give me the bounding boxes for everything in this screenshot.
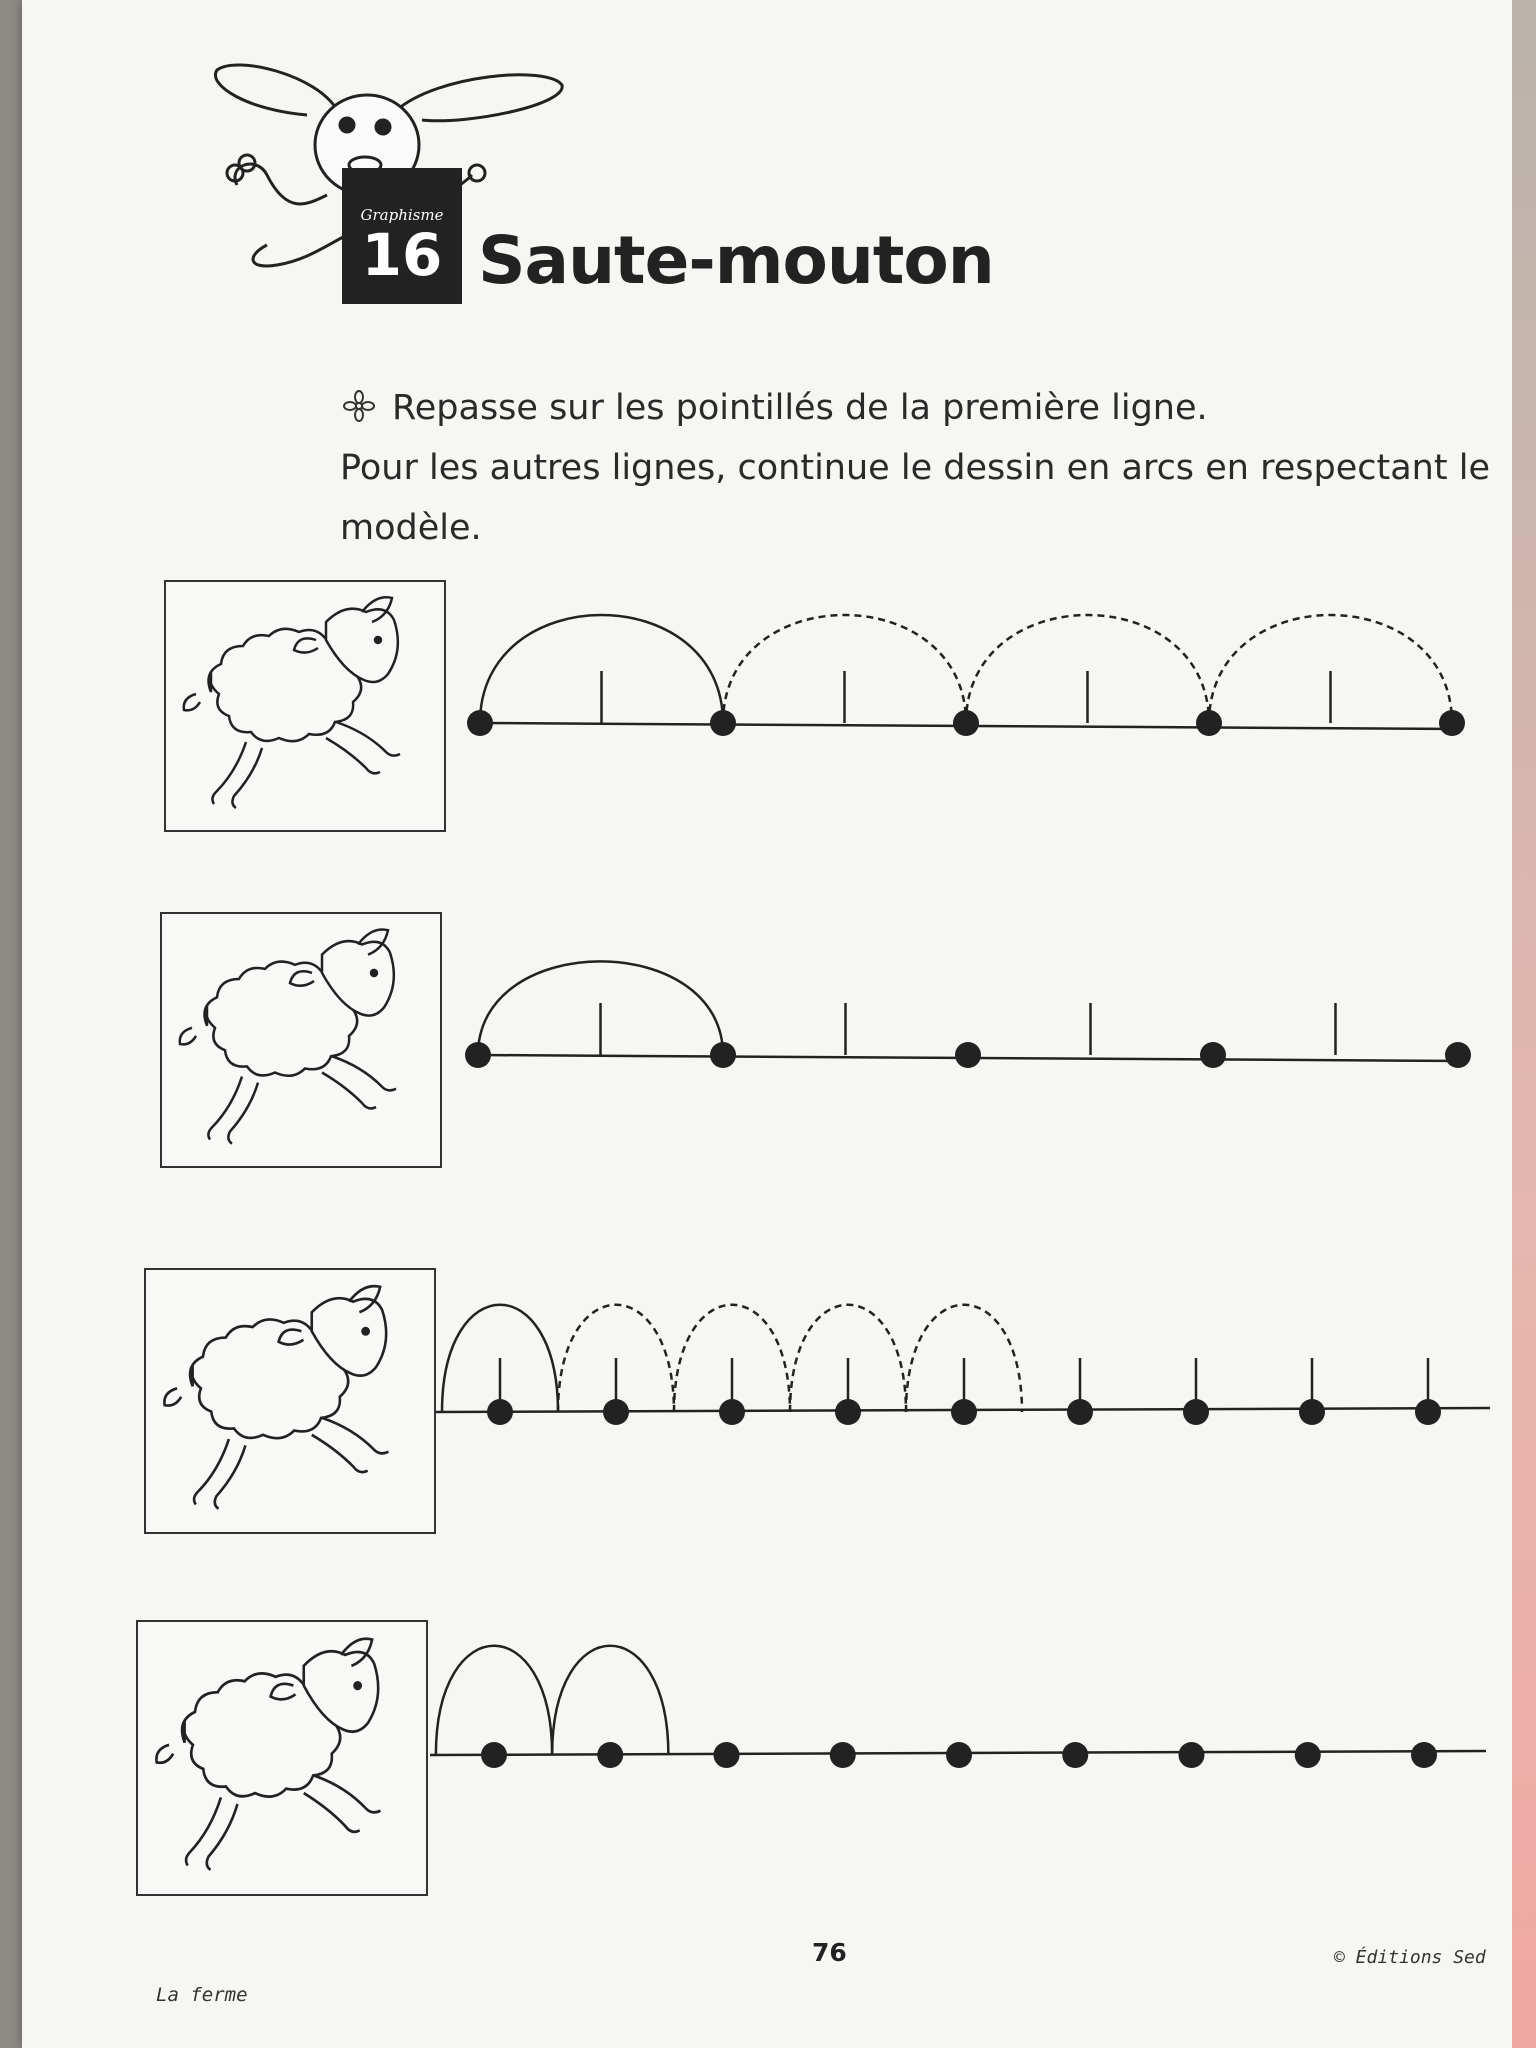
sheep-picture-row-3 [144,1268,436,1534]
sheep-picture-row-1 [164,580,446,832]
instruction-line-1: Repasse sur les pointillés de la première ligne. [392,388,1208,428]
flower-icon [340,389,378,423]
instructions [340,378,1490,558]
table-background-edge [1512,0,1536,2048]
sheep-icon [166,582,444,830]
badge-label: Graphisme [360,206,444,224]
instruction-line-2: Pour les autres lignes, continue le dessin en arcs en respectant le modèle. [340,448,1490,548]
page-number: 76 [812,1938,847,1967]
chapter-badge [342,168,462,304]
footer-section-label: La ferme [156,1984,248,2006]
sheep-icon [138,1622,426,1894]
sheep-icon [146,1270,434,1532]
sheep-icon [162,914,440,1166]
sheep-picture-row-2 [160,912,442,1168]
page-title: Saute-mouton [478,222,994,299]
badge-number: 16 [361,221,443,289]
footer-publisher: © Éditions Sed [1334,1947,1486,1968]
sheep-picture-row-4 [136,1620,428,1896]
